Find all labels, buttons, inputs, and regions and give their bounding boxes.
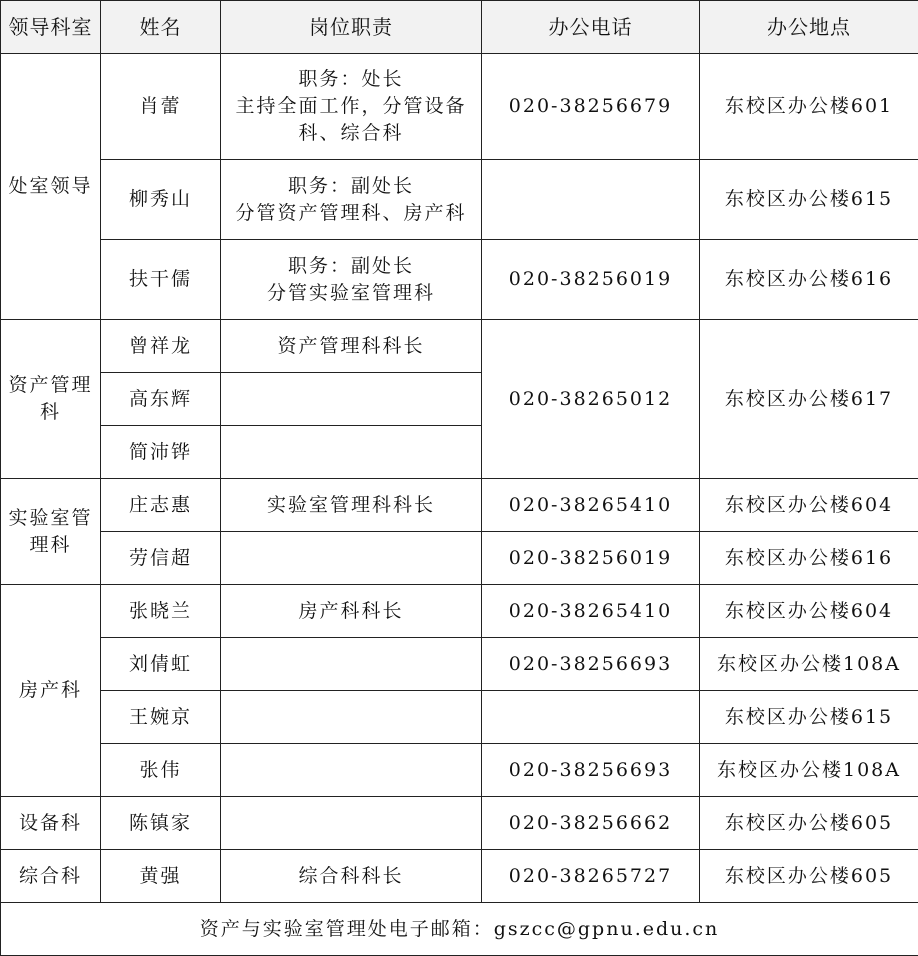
table-row <box>1 54 918 160</box>
name-cell: 柳秀山 <box>101 160 221 240</box>
phone-cell: 020-38256679 <box>482 54 700 160</box>
name-cell: 张晓兰 <box>101 585 221 638</box>
name-cell: 扶干儒 <box>101 240 221 320</box>
header-phone: 办公电话 <box>482 1 700 54</box>
duty-cell <box>221 744 482 797</box>
duty-line: 职务：处长 <box>298 68 404 90</box>
duty-cell <box>221 54 482 160</box>
phone-cell: 020-38256662 <box>482 797 700 850</box>
duty-cell <box>221 638 482 691</box>
duty-cell <box>221 240 482 320</box>
table-row <box>1 532 918 585</box>
duty-cell: 实验室管理科科长 <box>221 479 482 532</box>
phone-cell <box>482 160 700 240</box>
name-cell: 肖蕾 <box>101 54 221 160</box>
duty-cell <box>221 691 482 744</box>
header-duty: 岗位职责 <box>221 1 482 54</box>
location-cell: 东校区办公楼615 <box>700 691 918 744</box>
duty-line: 主持全面工作，分管设备科、综合科 <box>235 95 467 144</box>
contact-email: 资产与实验室管理处电子邮箱：gszcc@gpnu.edu.cn <box>1 903 918 956</box>
duty-cell: 房产科科长 <box>221 585 482 638</box>
dept-cell: 房产科 <box>1 585 101 797</box>
table-row <box>1 585 918 638</box>
table-row <box>1 160 918 240</box>
phone-cell: 020-38256019 <box>482 240 700 320</box>
table-row <box>1 638 918 691</box>
duty-line: 职务：副处长 <box>287 174 414 197</box>
duty-cell: 资产管理科科长 <box>221 320 482 373</box>
name-cell: 庄志惠 <box>101 479 221 532</box>
duty-line: 职务：副处长 <box>287 254 414 277</box>
dept-cell: 设备科 <box>1 797 101 850</box>
location-cell: 东校区办公楼601 <box>700 54 918 160</box>
location-cell: 东校区办公楼616 <box>700 532 918 585</box>
phone-cell: 020-38265727 <box>482 850 700 903</box>
name-cell: 黄强 <box>101 850 221 903</box>
duty-cell <box>221 426 482 479</box>
name-cell: 简沛铧 <box>101 426 221 479</box>
table-row <box>1 850 918 903</box>
name-cell: 高东辉 <box>101 373 221 426</box>
header-location: 办公地点 <box>700 1 918 54</box>
location-cell: 东校区办公楼617 <box>700 320 918 479</box>
duty-cell <box>221 373 482 426</box>
phone-cell: 020-38256693 <box>482 638 700 691</box>
header-dept: 领导科室 <box>1 1 101 54</box>
duty-cell <box>221 797 482 850</box>
phone-cell: 020-38256019 <box>482 532 700 585</box>
location-cell: 东校区办公楼108A <box>700 744 918 797</box>
header-name: 姓名 <box>101 1 221 54</box>
duty-cell <box>221 160 482 240</box>
location-cell: 东校区办公楼616 <box>700 240 918 320</box>
location-cell: 东校区办公楼604 <box>700 479 918 532</box>
phone-cell: 020-38265410 <box>482 479 700 532</box>
duty-cell: 综合科科长 <box>221 850 482 903</box>
location-cell: 东校区办公楼108A <box>700 638 918 691</box>
duty-cell <box>221 532 482 585</box>
dept-cell: 实验室管理科 <box>1 479 101 585</box>
footer-row <box>1 903 918 956</box>
table-row <box>1 320 918 373</box>
location-cell: 东校区办公楼615 <box>700 160 918 240</box>
name-cell: 劳信超 <box>101 532 221 585</box>
dept-cell: 处室领导 <box>1 54 101 320</box>
name-cell: 王婉京 <box>101 691 221 744</box>
dept-cell: 资产管理科 <box>1 320 101 479</box>
table-row <box>1 691 918 744</box>
location-cell: 东校区办公楼605 <box>700 850 918 903</box>
dept-cell: 综合科 <box>1 850 101 903</box>
location-cell: 东校区办公楼605 <box>700 797 918 850</box>
name-cell: 曾祥龙 <box>101 320 221 373</box>
name-cell: 刘倩虹 <box>101 638 221 691</box>
location-cell: 东校区办公楼604 <box>700 585 918 638</box>
duty-line: 分管资产管理科、房产科 <box>235 201 467 224</box>
table-row <box>1 479 918 532</box>
phone-cell: 020-38265012 <box>482 320 700 479</box>
header-row <box>1 1 918 54</box>
phone-cell: 020-38265410 <box>482 585 700 638</box>
phone-cell <box>482 691 700 744</box>
name-cell: 张伟 <box>101 744 221 797</box>
duty-line: 分管实验室管理科 <box>266 281 435 304</box>
phone-cell: 020-38256693 <box>482 744 700 797</box>
table-row <box>1 744 918 797</box>
table-row <box>1 240 918 320</box>
name-cell: 陈镇家 <box>101 797 221 850</box>
table-row <box>1 797 918 850</box>
